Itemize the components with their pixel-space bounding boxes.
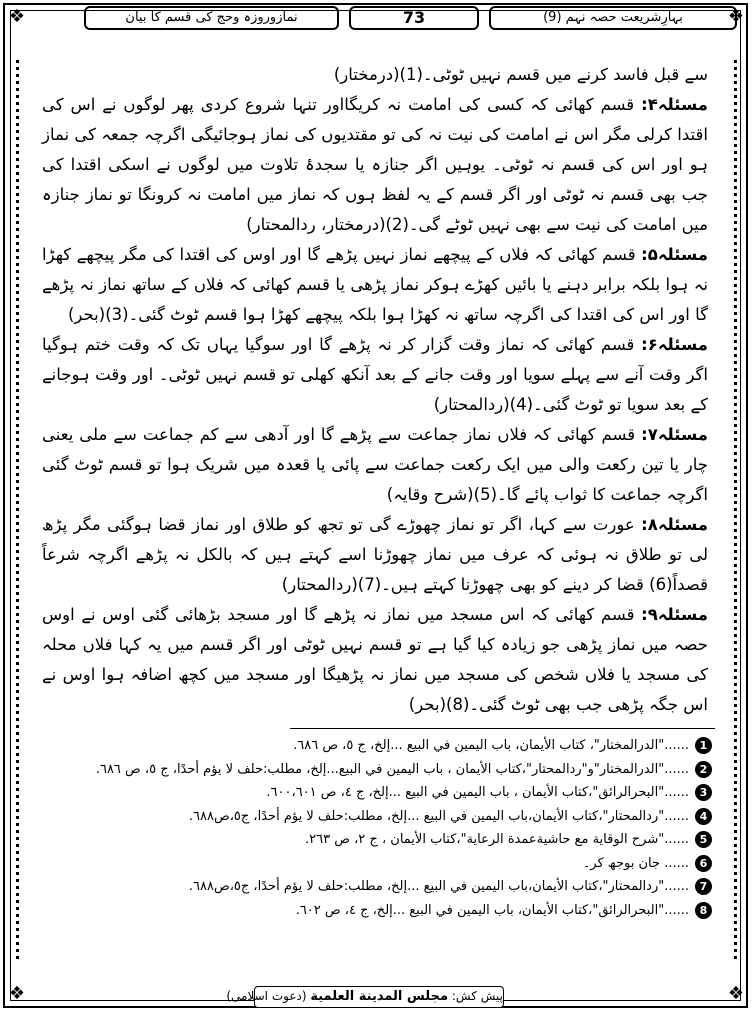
footnote xyxy=(40,828,712,852)
masala-label: مسئلہ۵: xyxy=(641,245,708,264)
footnote xyxy=(40,758,712,782)
footnote-number: 2 xyxy=(695,761,712,778)
paragraph-text: قسم کھائی کہ کسی کی امامت نہ کریگااور تنہا شروع کردی پھر لوگوں نے اس کی اقتدا کرلی مگر اس نے امامت کی نیت نہ کی تو مقتدیوں کی نماز ہوجائیگی اگرچہ جمعہ کی نماز ہو اور اس کی قسم نہ ٹوٹی۔ یوہیں اگر جنازہ یا سجدۂ تلاوت میں لوگوں نے اسکی اقتدا کی جب بھی قسم نہ ٹوٹی اور اگر قسم کے یہ لفظ ہوں کہ نماز میں امامت نہ کرونگا تو نماز جنازہ میں امامت کی نیت سے بھی نہیں ٹوٹے گی۔(2)(درمختار، ردالمحتار) xyxy=(42,95,708,234)
paragraph-text: قسم کھائی کہ نماز وقت گزار کر نہ پڑھے گا اور سوگیا یہاں تک کہ وقت ختم ہوگیا اگر وقت آنے سے پہلے سویا اور وقت جانے کے بعد آنکھ کھلی تو قسم نہیں ٹوٹی۔ اور وقت ہوجانے کے بعد سویا تو ٹوٹ گئی۔(4)(ردالمحتار) xyxy=(42,335,708,414)
footnote-text: ...... جان بوجھ کر۔ xyxy=(582,855,689,871)
footnote-divider xyxy=(290,728,715,729)
footnote xyxy=(40,805,712,829)
chapter-title: نمازوروزہ وحج کی قسم کا بیان xyxy=(84,6,339,30)
footnote-text: ......"ردالمحتار"،كتاب الأيمان،باب اليمين في البيع ...إلخ، مطلب:حلف لا يؤم أحدًا، ج٥،ص٦٨٨. xyxy=(188,808,689,824)
footnotes xyxy=(40,734,712,922)
masala-label: مسئلہ۷: xyxy=(641,425,708,444)
masala-label: مسئلہ۸: xyxy=(641,515,708,534)
corner-ornament-icon: ❖ xyxy=(727,983,745,1004)
paragraph-text: قسم کھائی کہ فلاں کے پیچھے نماز نہیں پڑھے گا اور اوس کی اقتدا کی مگر پیچھے کھڑا نہ ہوا بلکہ برابر دہنے یا بائیں کھڑے ہوکر نماز پڑھی یا قسم کھائی کہ فلاں کے ساتھ نماز نہ پڑھے گا اور اس کی اقتدا کی اگرچہ ساتھ نہ کھڑا ہوا بلکہ پیچھے کھڑا ہوا قسم ٹوٹ گئی۔(3)(بحر) xyxy=(42,245,708,324)
footnote-text: ......"البحرالرائق"،كتاب الأيمان ، باب اليمين في البيع ...إلخ، ج ٤، ص ٦٠٠،٦٠١. xyxy=(266,785,689,800)
page-header xyxy=(14,4,737,34)
footnote-number: 3 xyxy=(695,784,712,801)
right-border-ornament xyxy=(734,60,737,960)
page-footer xyxy=(226,986,504,1008)
paragraph-text: قسم کھائی کہ فلاں نماز جماعت سے پڑھے گا اور آدھی سے کم جماعت سے ملی یعنی چار یا تین رکعت والی میں ایک رکعت جماعت سے پائی یا قعدہ میں شریک ہوا تو قسم ٹوٹ گئی اگرچہ جماعت کا ثواب پائے گا۔(5)(شرح وقایہ) xyxy=(42,425,708,504)
masala-label: مسئلہ۴: xyxy=(641,95,708,114)
footer-org: مجلس المدينة العلمية xyxy=(310,989,449,1004)
paragraph-text: عورت سے کہا، اگر تو نماز چھوڑے گی تو تجھ کو طلاق اور نماز قضا ہوگئی مگر پڑھ لی تو طلاق نہ ہوئی کہ عرف میں نماز چھوڑنا اسے کہتے ہیں کہ بالکل نہ پڑھے اگرچہ شرعاً قصداً(6) قضا کر دینے کو بھی چھوڑنا کہتے ہیں۔(7)(ردالمحتار) xyxy=(42,515,708,594)
paragraph xyxy=(42,240,708,330)
paragraph-text: سے قبل فاسد کرنے میں قسم نہیں ٹوٹی۔(1)(درمختار) xyxy=(333,65,708,84)
left-border-ornament xyxy=(16,60,19,960)
footer-prefix: پیش کش: xyxy=(451,989,503,1003)
masala-label: مسئلہ۶: xyxy=(641,335,708,354)
footnote xyxy=(40,875,712,899)
footnote-number: 4 xyxy=(695,808,712,825)
paragraph xyxy=(42,420,708,510)
footnote-text: ......"شرح الوقاية مع حاشيةعمدة الرعاية"،كتاب الأيمان ، ج ٢، ص ٢٦٣. xyxy=(305,832,689,847)
footnote-number: 7 xyxy=(695,878,712,895)
paragraph xyxy=(42,510,708,600)
footnote-number: 1 xyxy=(695,737,712,754)
paragraph xyxy=(42,90,708,240)
footnote-text: ......"البحرالرائق"،كتاب الأيمان، باب اليمين في البيع ...إلخ، ج ٤، ص ٦٠٢. xyxy=(295,902,689,918)
masala-label: مسئلہ۹: xyxy=(641,605,708,624)
corner-ornament-icon: ❖ xyxy=(8,6,26,27)
page-number: 73 xyxy=(349,6,479,30)
footer-suffix: (دعوت اسلامی) xyxy=(226,989,307,1003)
corner-ornament-icon: ❖ xyxy=(727,6,745,27)
paragraph xyxy=(42,330,708,420)
footnote xyxy=(40,781,712,805)
footnote xyxy=(40,852,712,876)
footnote-text: ......"ردالمحتار"،كتاب الأيمان،باب اليمين في البيع ...إلخ، مطلب:حلف لا يؤم أحدًا، ج٥،ص٦٨٨. xyxy=(188,879,689,894)
footnote-number: 5 xyxy=(695,831,712,848)
book-title: بہارِشریعت حصہ نہم (9) xyxy=(489,6,737,30)
paragraph xyxy=(42,600,708,720)
footnote-number: 6 xyxy=(695,855,712,872)
corner-ornament-icon: ❖ xyxy=(8,983,26,1004)
footnote-text: ......"الدرالمختار"و"ردالمحتار"،كتاب الأيمان ، باب اليمين في البيع...إلخ، مطلب:حلف لا يؤم أحدًا، ج ٥، ص ٦٨٦. xyxy=(95,761,689,777)
footnote-text: ......"الدرالمختار"، كتاب الأيمان، باب اليمين في البيع ...إلخ، ج ٥، ص ٦٨٦. xyxy=(293,738,689,753)
main-text xyxy=(42,60,708,720)
footnote-number: 8 xyxy=(695,902,712,919)
footnote xyxy=(40,734,712,758)
paragraph-text: قسم کھائی کہ اس مسجد میں نماز نہ پڑھے گا اور مسجد بڑھائی گئی اوس نے اوس حصہ میں نماز پڑھی جو زیادہ کیا گیا ہے تو قسم نہیں ٹوٹی اور اگر قسم میں یہ کہا فلاں محلہ کی مسجد یا فلاں شخص کی مسجد میں نماز نہ پڑھیگا اور مسجد میں کچھ اضافہ ہوا اوس نے اس جگہ پڑھی جب بھی ٹوٹ گئی۔(8)(بحر) xyxy=(42,605,708,714)
paragraph xyxy=(42,60,708,90)
footnote xyxy=(40,899,712,923)
